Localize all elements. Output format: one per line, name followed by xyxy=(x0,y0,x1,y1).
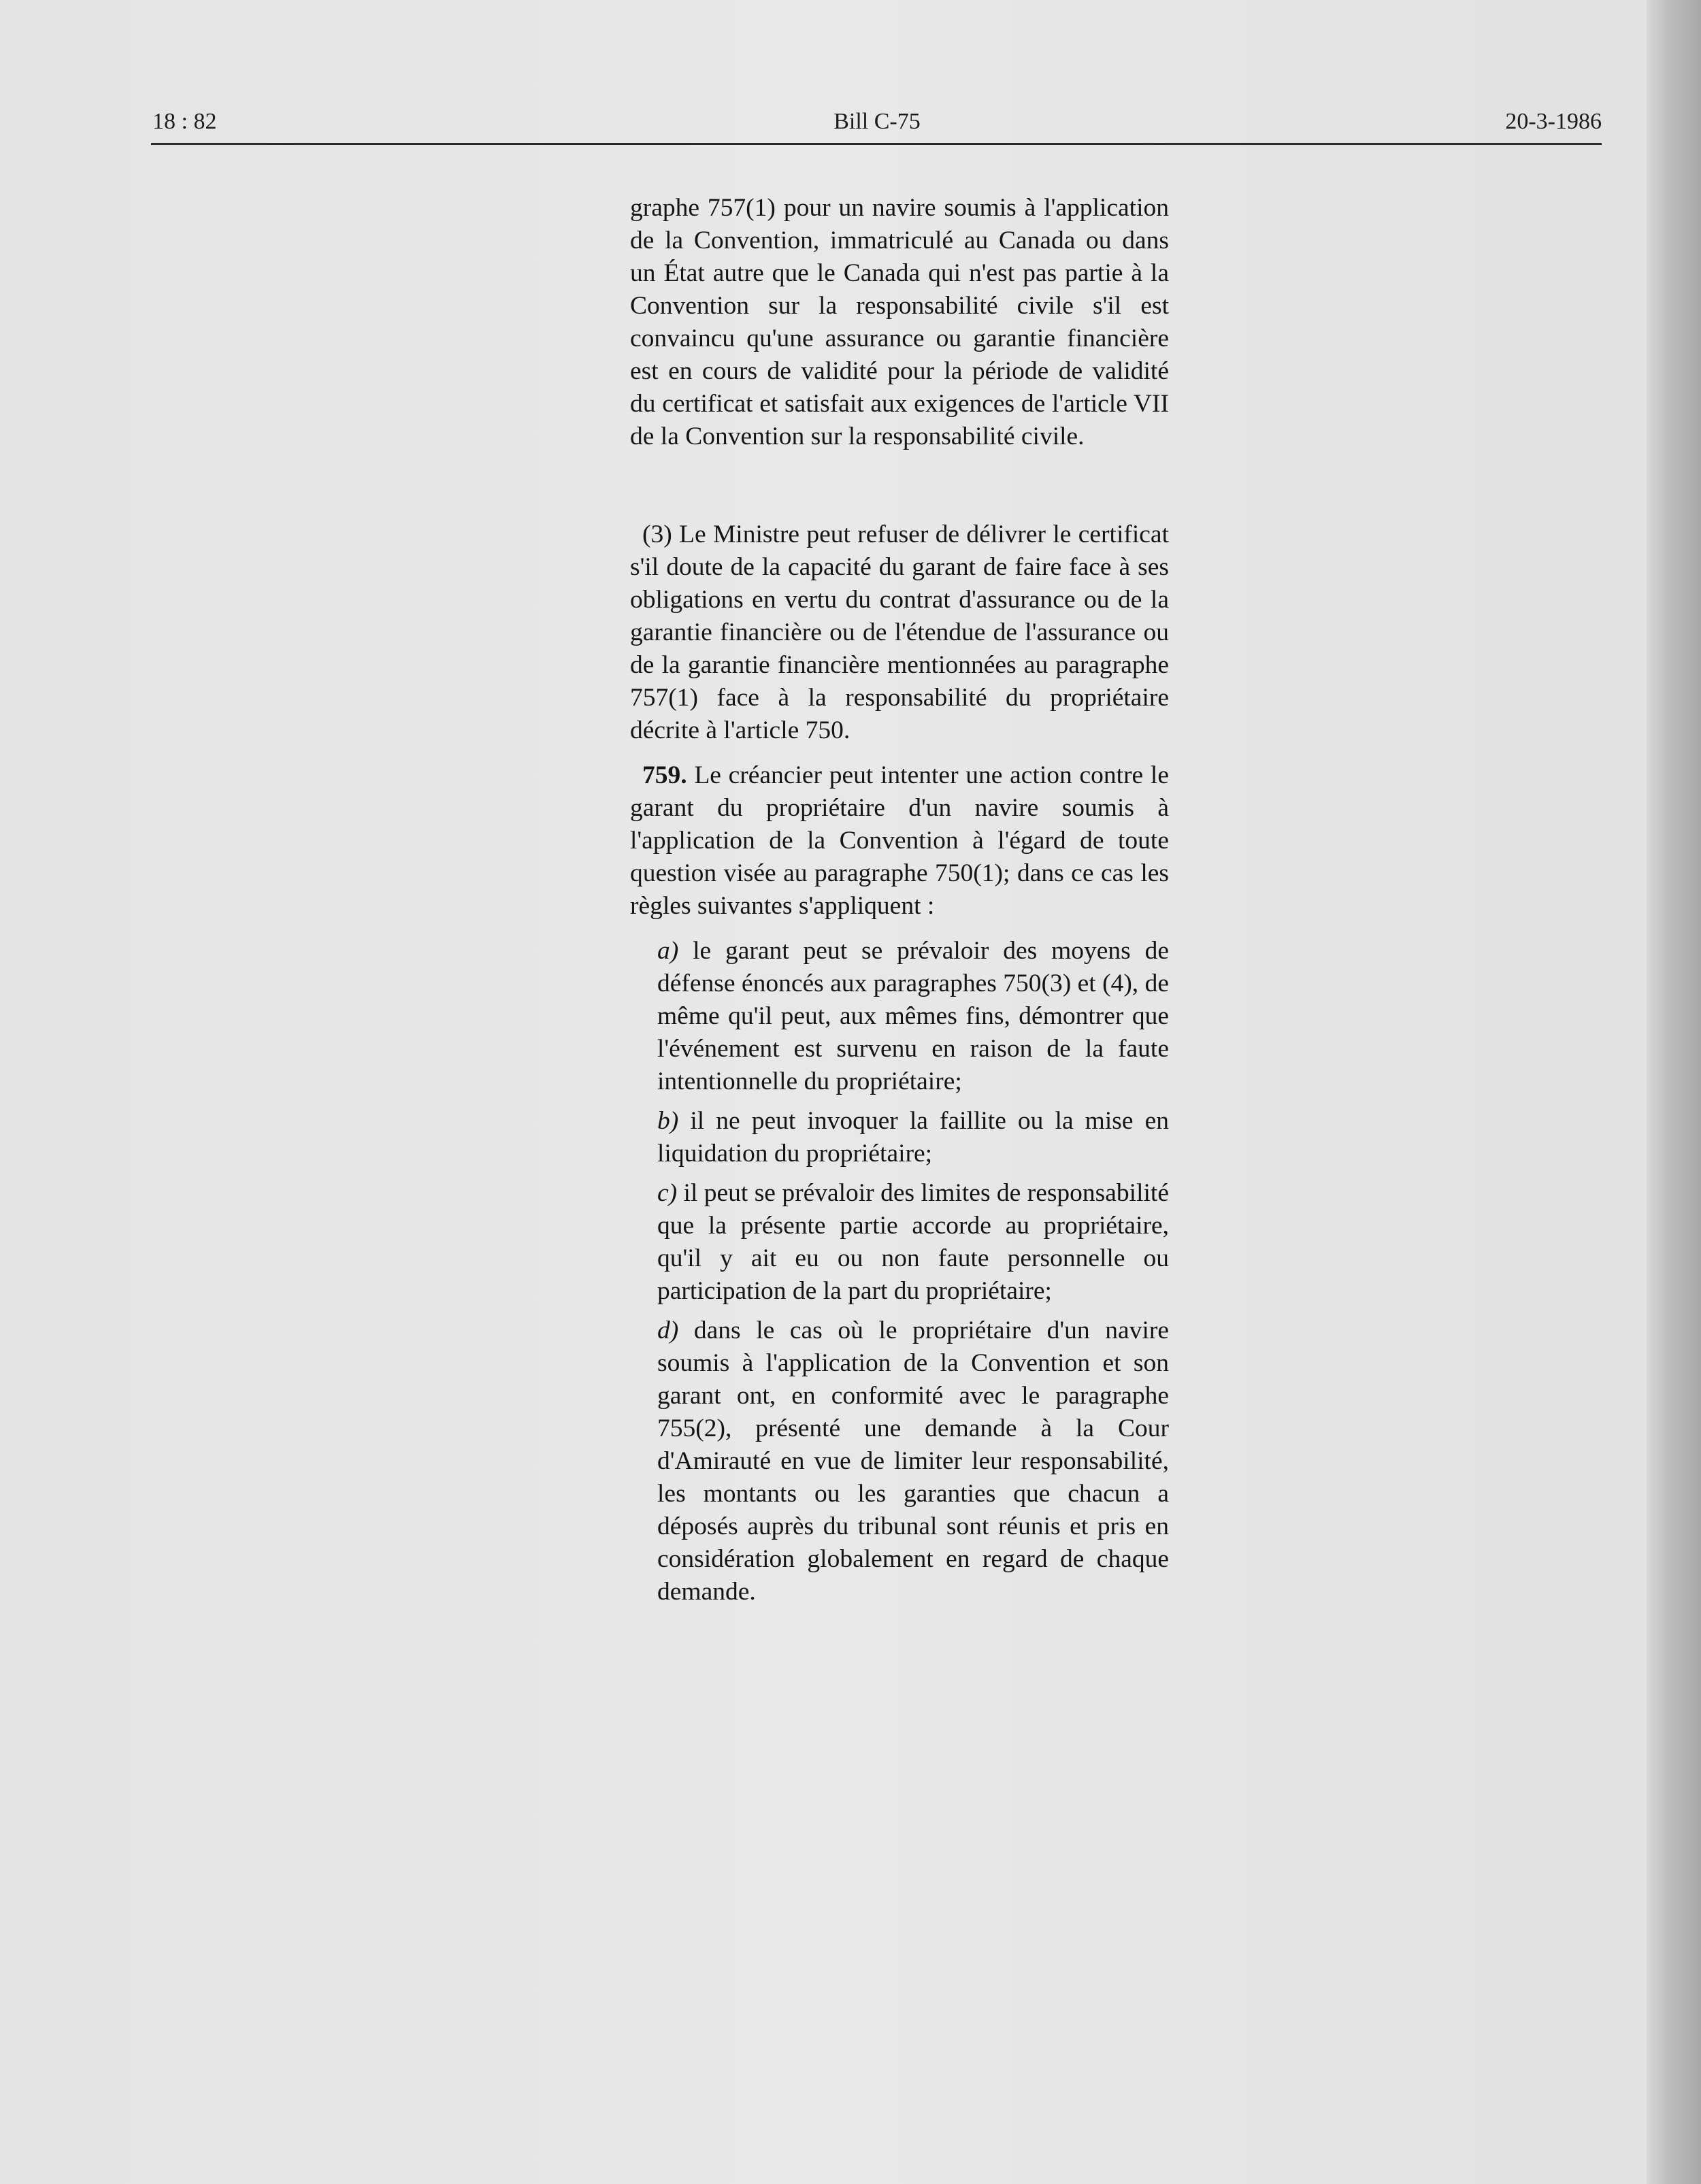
item-gap xyxy=(630,1098,1169,1105)
bill-title: Bill C-75 xyxy=(833,109,921,134)
section-759-number: 759. xyxy=(642,761,687,789)
paragraph-gap xyxy=(630,747,1169,759)
section-759-paragraph xyxy=(630,759,1169,923)
subsection-3-paragraph: (3) Le Ministre peut refuser de délivrer le certificat s'il doute de la capacité du garant de faire face à ses obligations en vertu du contrat d'assurance ou de la garantie financière ou de l'étendue de l'assurance ou de la garantie financière mentionnées au paragraphe 757(1) face à la responsabilité du propriétaire décrite à l'article 750. xyxy=(630,520,1169,744)
header-rule xyxy=(151,143,1602,145)
item-text: le garant peut se prévaloir des moyens de défense énoncés aux paragraphes 750(3) et (4), de même qu'il peut, aux mêmes fins, démontrer que l'événement est survenu en raison de la faute intentionnelle du propriétaire; xyxy=(657,937,1169,1095)
page-number: 18 : 82 xyxy=(152,109,217,134)
paragraph-gap xyxy=(630,923,1169,935)
item-letter: a) xyxy=(657,937,679,965)
item-text: il peut se prévaloir des limites de responsabilité que la présente partie accorde au propriétaire, qu'il y ait eu ou non faute personnelle ou participation de la part du propriétaire; xyxy=(657,1179,1169,1305)
item-text: il ne peut invoquer la faillite ou la mise en liquidation du propriétaire; xyxy=(657,1107,1169,1168)
item-gap xyxy=(630,1308,1169,1314)
body-column xyxy=(630,192,1169,1608)
page-edge-shadow xyxy=(1647,0,1701,2184)
continuation-paragraph: graphe 757(1) pour un navire soumis à l'application de la Convention, immatriculé au Canada ou dans un État autre que le Canada qui n'est pas partie à la Convention sur la responsabilité civile s'il est convaincu qu'une assurance ou garantie financière est en cours de validité pour la période de validité du certificat et satisfait aux exigences de l'article VII de la Convention sur la responsabilité civile. xyxy=(630,194,1169,450)
item-letter: c) xyxy=(657,1179,678,1207)
item-letter: b) xyxy=(657,1107,679,1135)
item-gap xyxy=(630,1170,1169,1177)
paragraph-gap xyxy=(630,453,1169,518)
item-letter: d) xyxy=(657,1317,679,1344)
list-item-c xyxy=(630,1177,1169,1308)
list-item-b xyxy=(630,1105,1169,1170)
item-text: dans le cas où le propriétaire d'un navire soumis à l'application de la Convention et son garant ont, en conformité avec le paragraphe 755(2), présenté une demande à la Cour d'Amirauté en vue de limiter leur responsabilité, les montants ou les garanties que chacun a déposés auprès du tribunal sont réunis et pris en considération globalement en regard de chaque demande. xyxy=(657,1317,1169,1606)
running-header xyxy=(152,109,1602,143)
section-759-text: Le créancier peut intenter une action contre le garant du propriétaire d'un navire soumis à l'application de la Convention à l'égard de toute question visée au paragraphe 750(1); dans ce cas les règles suivantes s'appliquent : xyxy=(630,761,1169,920)
header-date: 20-3-1986 xyxy=(1505,109,1602,134)
list-item-a xyxy=(630,935,1169,1098)
list-item-d xyxy=(630,1314,1169,1608)
